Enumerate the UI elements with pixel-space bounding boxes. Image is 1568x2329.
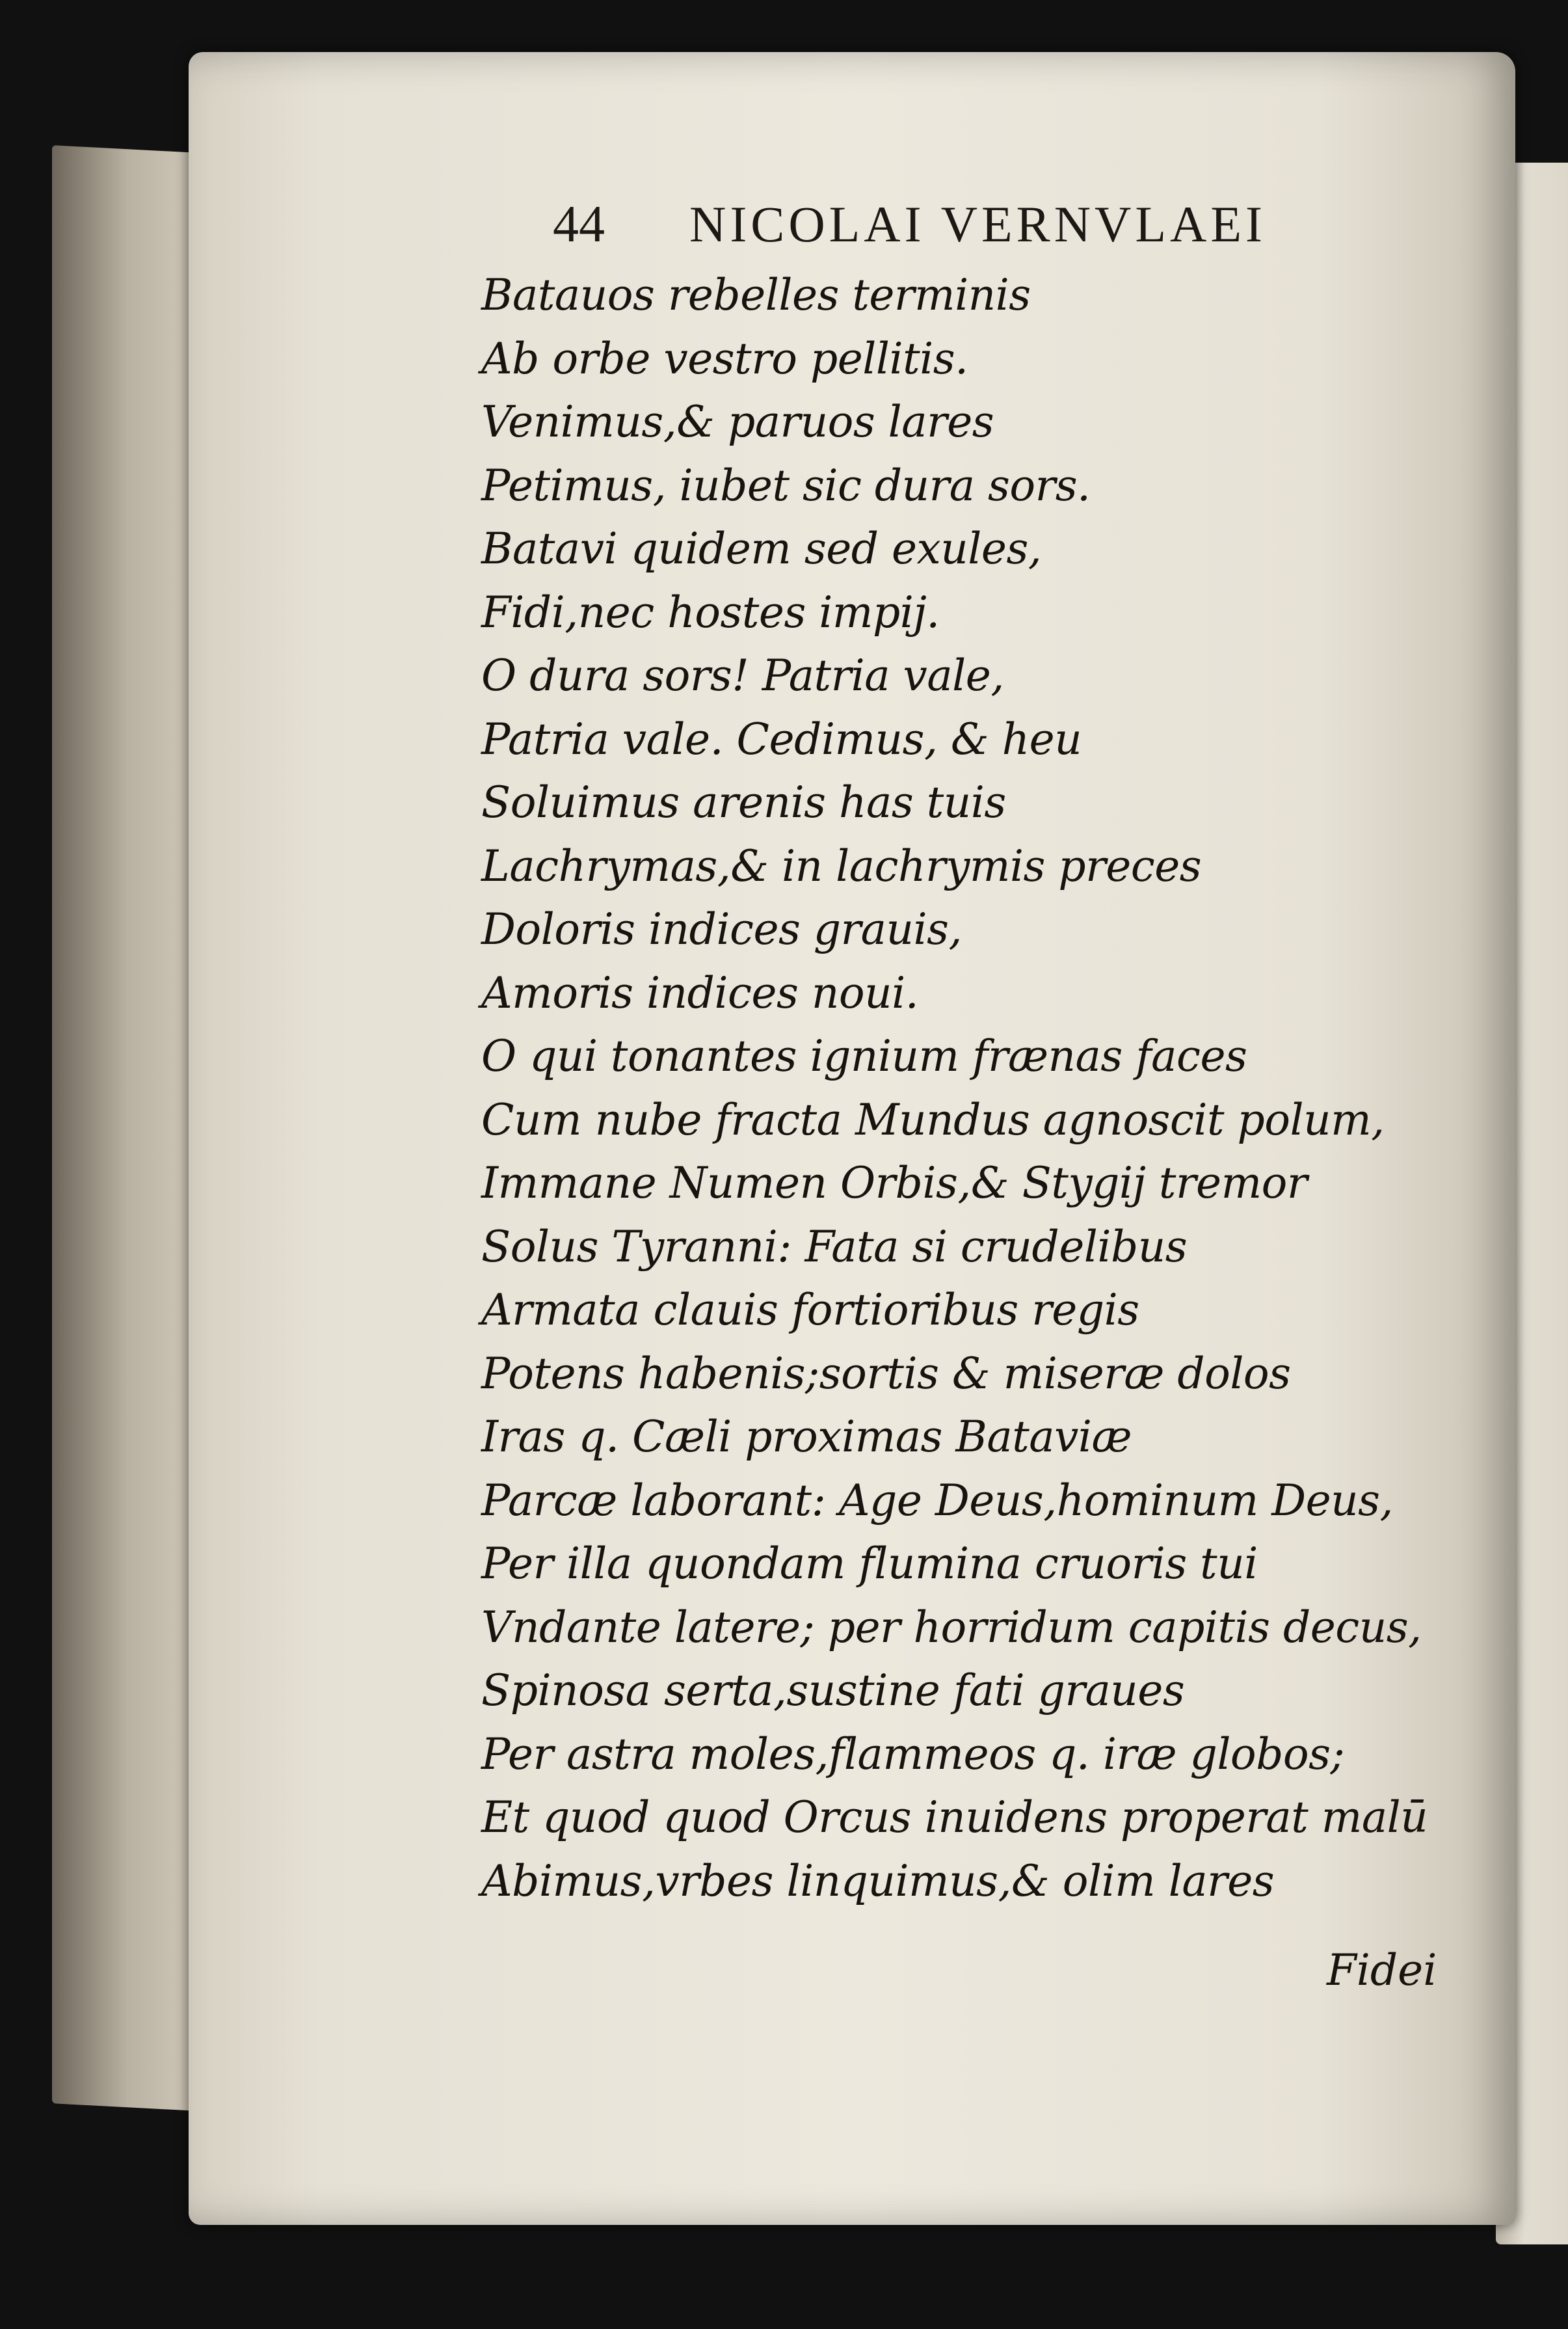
verse-line: Per illa quondam flumina cruoris tui [481, 1539, 1258, 1589]
verse-line: Batauos rebelles terminis [481, 270, 1031, 320]
catchword: Fidei [1327, 1945, 1437, 1995]
verse-line: Per astra moles,flammeos q. iræ globos; [481, 1729, 1345, 1779]
verse-line: Soluimus arenis has tuis [481, 777, 1006, 828]
verse-line: Ab orbe vestro pellitis. [481, 333, 968, 384]
verse-line: Immane Numen Orbis,& Stygij tremor [481, 1158, 1307, 1208]
verse-line: Batavi quidem sed exules, [481, 524, 1042, 574]
verse-line: Amoris indices noui. [481, 967, 919, 1018]
verse-line: Cum nube fracta Mundus agnoscit polum, [481, 1094, 1385, 1145]
running-head: NICOLAI VERNVLAEI [689, 196, 1266, 252]
verse-line: O dura sors! Patria vale, [481, 651, 1004, 701]
verse-line: O qui tonantes ignium frænas faces [481, 1031, 1247, 1081]
verse-line: Petimus, iubet sic dura sors. [481, 460, 1091, 511]
poem-text [481, 263, 1483, 1913]
verse-line: Armata clauis fortioribus regis [481, 1285, 1139, 1335]
verse-line: Potens habenis;sortis & miseræ dolos [481, 1348, 1291, 1399]
verse-line: Parcæ laborant: Age Deus,hominum Deus, [481, 1475, 1394, 1526]
verse-line: Solus Tyranni: Fata si crudelibus [481, 1221, 1188, 1272]
verse-line: Vndante latere; per horridum capitis decus, [481, 1602, 1422, 1652]
verse-line: Fidi,nec hostes impij. [481, 587, 940, 638]
verse-line: Doloris indices grauis, [481, 904, 962, 954]
verse-line: Patria vale. Cedimus, & heu [481, 714, 1082, 764]
verse-line: Lachrymas,& in lachrymis preces [481, 841, 1202, 891]
verse-line: Venimus,& paruos lares [481, 397, 994, 447]
verse-line: Et quod quod Orcus inuidens properat malū [481, 1792, 1428, 1842]
verse-line: Spinosa serta,sustine fati graues [481, 1665, 1185, 1716]
verse-line: Iras q. Cæli proximas Bataviæ [481, 1412, 1132, 1462]
page-header [553, 195, 1366, 254]
verse-line: Abimus,vrbes linquimus,& olim lares [481, 1855, 1275, 1906]
page-number: 44 [553, 196, 605, 253]
